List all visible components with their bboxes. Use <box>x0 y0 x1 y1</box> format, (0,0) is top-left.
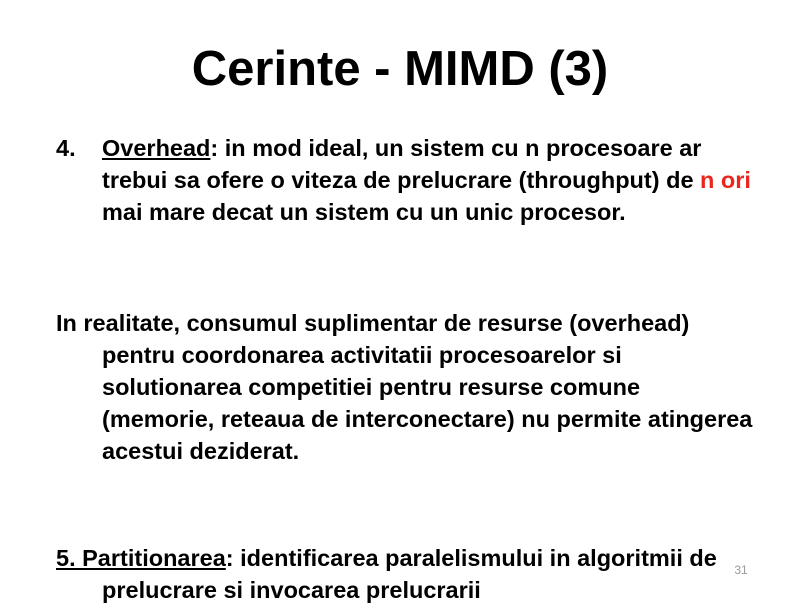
slide-title: Cerinte - MIMD (3) <box>191 42 609 96</box>
item-5-partitioning <box>56 542 756 606</box>
reality-paragraph: In realitate, consumul suplimentar de resurse (overhead) pentru coordonarea activitatii procesoarelor si solutionarea competitiei pentru resurse comune (memorie, reteaua de interconectare) nu permite atingerea acestui deziderat. <box>56 310 753 464</box>
item-4-number: 4. <box>56 135 76 161</box>
item-4-term: Overhead <box>102 135 211 161</box>
slide-number: 31 <box>734 563 748 577</box>
item-4-overhead <box>56 132 756 228</box>
item-4-highlight: n ori <box>700 167 751 193</box>
item-5-term: 5. Partitionarea <box>56 545 226 571</box>
item-5-text: : identificarea paralelismului in algoritmii de prelucrare si invocarea prelucrarii <box>102 545 717 603</box>
item-4-text-a: : in mod ideal, un sistem cu n procesoare ar trebui sa ofere o viteza de prelucrare (throughput) de <box>102 135 702 193</box>
item-4-text-b: mai mare decat un sistem cu un unic procesor. <box>102 199 626 225</box>
